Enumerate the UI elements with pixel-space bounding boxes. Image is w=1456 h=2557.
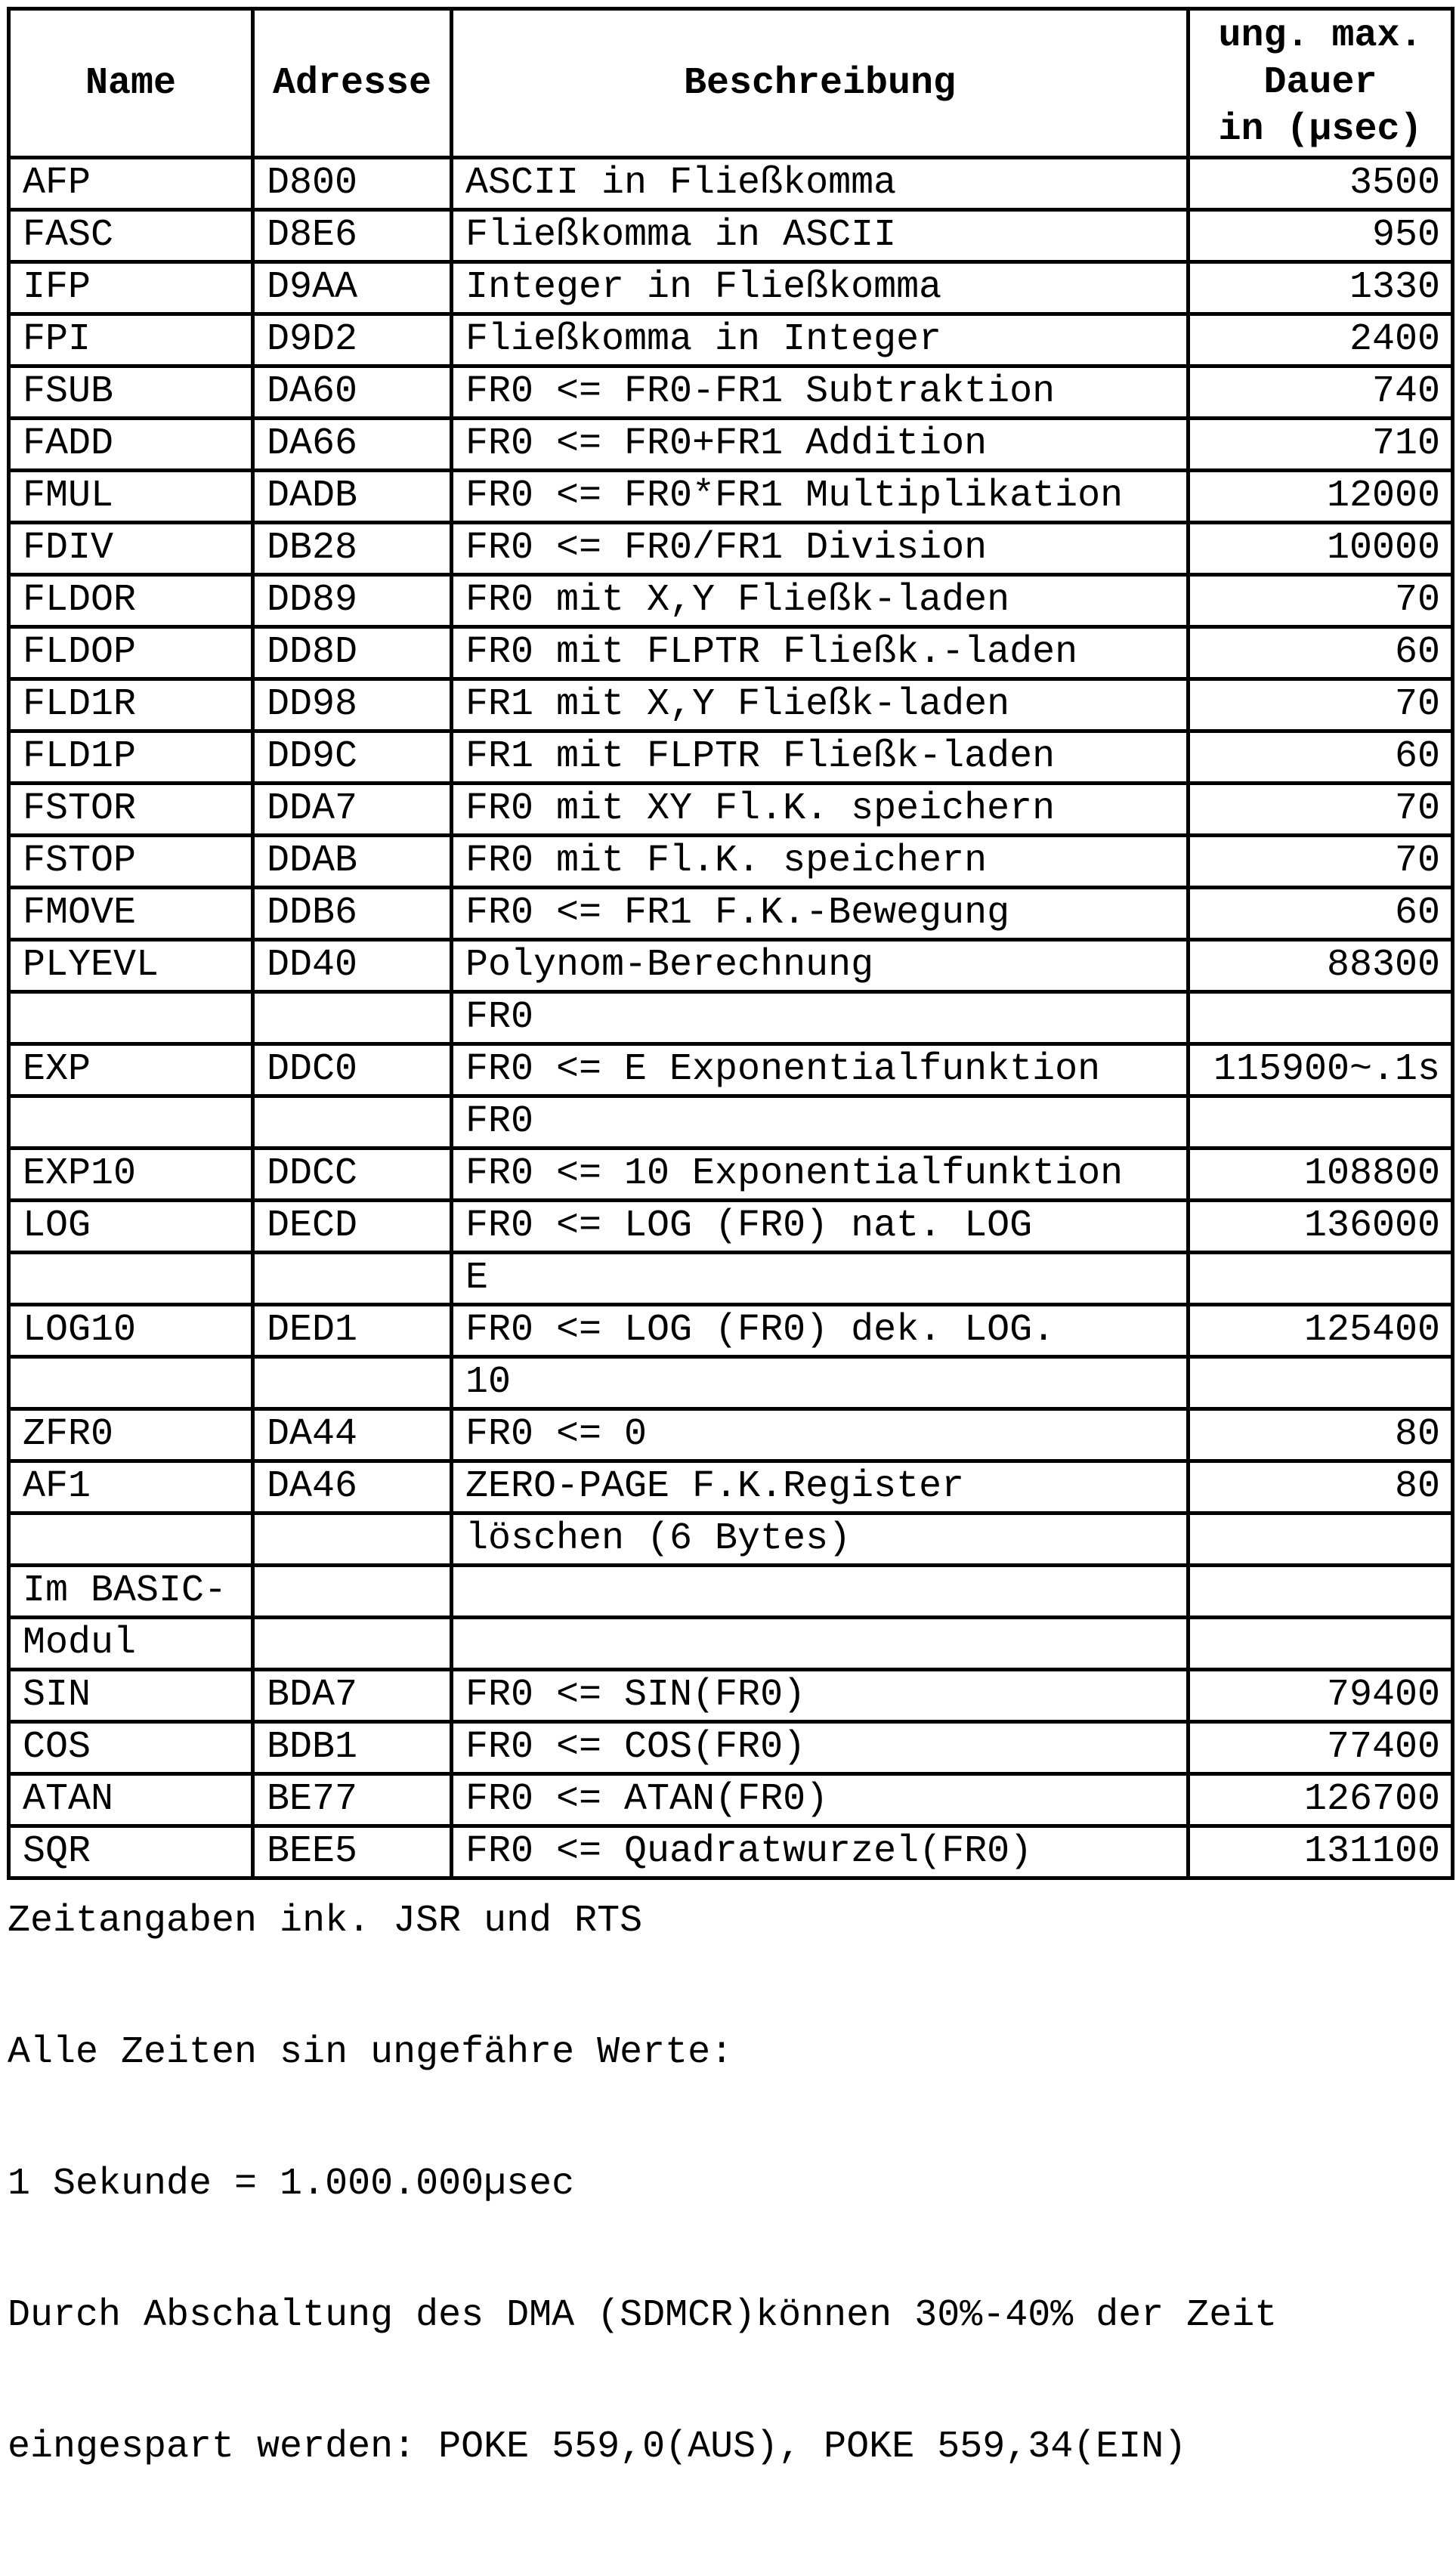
table-row xyxy=(9,1722,1453,1774)
cell-name: EXP10 xyxy=(9,1149,253,1201)
cell-adresse: DA44 xyxy=(253,1409,452,1461)
cell-adresse: BDB1 xyxy=(253,1722,452,1774)
footer-line: Zeitangaben ink. JSR und RTS xyxy=(8,1900,643,1943)
cell-beschreibung: Polynom-Berechnung xyxy=(452,940,1189,992)
cell-name: ZFR0 xyxy=(9,1409,253,1461)
cell-dauer: 79400 xyxy=(1189,1670,1453,1722)
cell-dauer: 710 xyxy=(1189,419,1453,471)
cell-dauer: 950 xyxy=(1189,210,1453,262)
table-row xyxy=(9,575,1453,627)
cell-name: IFP xyxy=(9,262,253,314)
cell-adresse: D8E6 xyxy=(253,210,452,262)
cell-name: FDIV xyxy=(9,523,253,575)
cell-dauer: 80 xyxy=(1189,1461,1453,1513)
cell-name xyxy=(9,992,253,1044)
cell-dauer: 12000 xyxy=(1189,471,1453,523)
cell-adresse: D800 xyxy=(253,158,452,210)
cell-dauer: 3500 xyxy=(1189,158,1453,210)
table-body xyxy=(9,158,1453,1878)
cell-dauer: 10000 xyxy=(1189,523,1453,575)
cell-adresse: DDC0 xyxy=(253,1044,452,1096)
cell-adresse: DECD xyxy=(253,1201,452,1253)
routine-table xyxy=(7,7,1454,1880)
cell-beschreibung: FR0 <= E Exponentialfunktion xyxy=(452,1044,1189,1096)
cell-beschreibung: FR0 <= COS(FR0) xyxy=(452,1722,1189,1774)
cell-dauer xyxy=(1189,1618,1453,1670)
cell-adresse: BEE5 xyxy=(253,1826,452,1878)
cell-beschreibung: FR0 mit Fl.K. speichern xyxy=(452,836,1189,888)
table-row xyxy=(9,158,1453,210)
cell-dauer xyxy=(1189,992,1453,1044)
table-header-row xyxy=(9,9,1453,158)
table-row xyxy=(9,1201,1453,1253)
cell-beschreibung: Integer in Fließkomma xyxy=(452,262,1189,314)
cell-name: FSUB xyxy=(9,366,253,419)
cell-dauer xyxy=(1189,1513,1453,1566)
cell-adresse xyxy=(253,1566,452,1618)
cell-dauer: 70 xyxy=(1189,784,1453,836)
cell-dauer: 2400 xyxy=(1189,314,1453,366)
cell-beschreibung: FR0 <= Quadratwurzel(FR0) xyxy=(452,1826,1189,1878)
cell-beschreibung: FR0 mit FLPTR Fließk.-laden xyxy=(452,627,1189,679)
cell-dauer: 77400 xyxy=(1189,1722,1453,1774)
cell-adresse: DDA7 xyxy=(253,784,452,836)
table-row xyxy=(9,731,1453,784)
cell-adresse: DD8D xyxy=(253,627,452,679)
cell-beschreibung: FR0 <= LOG (FR0) nat. LOG xyxy=(452,1201,1189,1253)
table-row xyxy=(9,940,1453,992)
cell-name: LOG xyxy=(9,1201,253,1253)
cell-name: FADD xyxy=(9,419,253,471)
footer-line: Durch Abschaltung des DMA (SDMCR)können 30%-40% der Zeit xyxy=(8,2294,1278,2337)
cell-name: AF1 xyxy=(9,1461,253,1513)
cell-beschreibung: FR0 <= FR0/FR1 Division xyxy=(452,523,1189,575)
cell-beschreibung: FR0 mit XY Fl.K. speichern xyxy=(452,784,1189,836)
footer-notes xyxy=(8,1812,1277,2557)
header-dauer xyxy=(1189,9,1453,158)
table-row xyxy=(9,1253,1453,1305)
table-row xyxy=(9,888,1453,940)
cell-dauer xyxy=(1189,1357,1453,1409)
table-row xyxy=(9,1044,1453,1096)
table-row xyxy=(9,1409,1453,1461)
cell-adresse: DD40 xyxy=(253,940,452,992)
table-row xyxy=(9,366,1453,419)
cell-beschreibung: ASCII in Fließkomma xyxy=(452,158,1189,210)
cell-beschreibung xyxy=(452,1618,1189,1670)
header-name: Name xyxy=(9,9,253,158)
cell-beschreibung: FR0 <= FR1 F.K.-Bewegung xyxy=(452,888,1189,940)
cell-name: COS xyxy=(9,1722,253,1774)
cell-name: FSTOR xyxy=(9,784,253,836)
table-row xyxy=(9,992,1453,1044)
cell-beschreibung: Fließkomma in Integer xyxy=(452,314,1189,366)
cell-dauer: 125400 xyxy=(1189,1305,1453,1357)
footer-line: eingespart werden: POKE 559,0(AUS), POKE 559,34(EIN) xyxy=(8,2426,1187,2469)
cell-name: FSTOP xyxy=(9,836,253,888)
header-dauer-line1: ung. max. xyxy=(1218,14,1423,57)
table-row xyxy=(9,314,1453,366)
cell-dauer: 80 xyxy=(1189,1409,1453,1461)
table-row xyxy=(9,1149,1453,1201)
footer-line: 1 Sekunde = 1.000.000µsec xyxy=(8,2163,575,2206)
cell-name: FLD1P xyxy=(9,731,253,784)
cell-adresse: BDA7 xyxy=(253,1670,452,1722)
cell-name: FMUL xyxy=(9,471,253,523)
cell-beschreibung: FR0 mit X,Y Fließk-laden xyxy=(452,575,1189,627)
cell-name: FPI xyxy=(9,314,253,366)
cell-beschreibung: FR0 <= SIN(FR0) xyxy=(452,1670,1189,1722)
cell-beschreibung: FR0 <= LOG (FR0) dek. LOG. xyxy=(452,1305,1189,1357)
header-beschreibung: Beschreibung xyxy=(452,9,1189,158)
cell-adresse xyxy=(253,1618,452,1670)
cell-name: LOG10 xyxy=(9,1305,253,1357)
cell-name xyxy=(9,1253,253,1305)
cell-adresse: BE77 xyxy=(253,1774,452,1826)
cell-adresse: DD89 xyxy=(253,575,452,627)
cell-dauer: 70 xyxy=(1189,575,1453,627)
cell-adresse: DD98 xyxy=(253,679,452,731)
table-row xyxy=(9,1357,1453,1409)
cell-dauer: 60 xyxy=(1189,888,1453,940)
cell-beschreibung: FR1 mit FLPTR Fließk-laden xyxy=(452,731,1189,784)
cell-beschreibung: löschen (6 Bytes) xyxy=(452,1513,1189,1566)
header-dauer-line2: Dauer xyxy=(1263,61,1377,104)
cell-beschreibung: FR0 xyxy=(452,1096,1189,1149)
cell-name: Im BASIC- xyxy=(9,1566,253,1618)
table-row xyxy=(9,784,1453,836)
cell-name: FLDOP xyxy=(9,627,253,679)
cell-adresse: DDB6 xyxy=(253,888,452,940)
footer-line: Alle Zeiten sin ungefähre Werte: xyxy=(8,2031,734,2074)
cell-name xyxy=(9,1096,253,1149)
cell-dauer: 70 xyxy=(1189,836,1453,888)
cell-dauer: 1330 xyxy=(1189,262,1453,314)
table-row xyxy=(9,627,1453,679)
cell-dauer: 88300 xyxy=(1189,940,1453,992)
cell-adresse: DA46 xyxy=(253,1461,452,1513)
cell-name: FLD1R xyxy=(9,679,253,731)
header-dauer-line3: in (µsec) xyxy=(1218,108,1423,151)
table-row xyxy=(9,1566,1453,1618)
cell-dauer: 131100 xyxy=(1189,1826,1453,1878)
cell-dauer: 740 xyxy=(1189,366,1453,419)
cell-adresse: D9D2 xyxy=(253,314,452,366)
cell-name: FASC xyxy=(9,210,253,262)
table-row xyxy=(9,1461,1453,1513)
table-row xyxy=(9,679,1453,731)
table-row xyxy=(9,523,1453,575)
table-row xyxy=(9,471,1453,523)
cell-name: EXP xyxy=(9,1044,253,1096)
table-row xyxy=(9,1618,1453,1670)
cell-dauer: 70 xyxy=(1189,679,1453,731)
table-row xyxy=(9,1096,1453,1149)
cell-dauer xyxy=(1189,1096,1453,1149)
cell-adresse: D9AA xyxy=(253,262,452,314)
cell-adresse: DD9C xyxy=(253,731,452,784)
cell-name: FLDOR xyxy=(9,575,253,627)
cell-beschreibung: FR0 <= 10 Exponentialfunktion xyxy=(452,1149,1189,1201)
cell-beschreibung: FR0 <= FR0-FR1 Subtraktion xyxy=(452,366,1189,419)
cell-name: ATAN xyxy=(9,1774,253,1826)
cell-adresse: DED1 xyxy=(253,1305,452,1357)
cell-beschreibung: Fließkomma in ASCII xyxy=(452,210,1189,262)
cell-dauer xyxy=(1189,1253,1453,1305)
cell-dauer xyxy=(1189,1566,1453,1618)
cell-beschreibung: FR0 xyxy=(452,992,1189,1044)
cell-name: Modul xyxy=(9,1618,253,1670)
cell-name xyxy=(9,1357,253,1409)
table-row xyxy=(9,210,1453,262)
cell-beschreibung: FR0 <= 0 xyxy=(452,1409,1189,1461)
cell-beschreibung: 10 xyxy=(452,1357,1189,1409)
cell-adresse xyxy=(253,992,452,1044)
cell-name: FMOVE xyxy=(9,888,253,940)
cell-adresse xyxy=(253,1513,452,1566)
cell-dauer: 60 xyxy=(1189,731,1453,784)
cell-adresse: DA66 xyxy=(253,419,452,471)
cell-dauer: 136000 xyxy=(1189,1201,1453,1253)
cell-dauer: 108800 xyxy=(1189,1149,1453,1201)
cell-beschreibung: FR1 mit X,Y Fließk-laden xyxy=(452,679,1189,731)
cell-adresse xyxy=(253,1253,452,1305)
cell-dauer: 115900~.1s xyxy=(1189,1044,1453,1096)
cell-adresse xyxy=(253,1357,452,1409)
cell-adresse: DDCC xyxy=(253,1149,452,1201)
cell-name: SIN xyxy=(9,1670,253,1722)
cell-adresse: DADB xyxy=(253,471,452,523)
cell-name: AFP xyxy=(9,158,253,210)
table-row xyxy=(9,1305,1453,1357)
cell-dauer: 60 xyxy=(1189,627,1453,679)
table-row xyxy=(9,836,1453,888)
cell-adresse xyxy=(253,1096,452,1149)
cell-name xyxy=(9,1513,253,1566)
table-row xyxy=(9,262,1453,314)
cell-adresse: DDAB xyxy=(253,836,452,888)
table-row xyxy=(9,1513,1453,1566)
cell-name: PLYEVL xyxy=(9,940,253,992)
cell-adresse: DA60 xyxy=(253,366,452,419)
cell-beschreibung: FR0 <= FR0+FR1 Addition xyxy=(452,419,1189,471)
table-row xyxy=(9,1670,1453,1722)
table-row xyxy=(9,419,1453,471)
cell-dauer: 126700 xyxy=(1189,1774,1453,1826)
cell-adresse: DB28 xyxy=(253,523,452,575)
cell-beschreibung xyxy=(452,1566,1189,1618)
cell-beschreibung: FR0 <= FR0*FR1 Multiplikation xyxy=(452,471,1189,523)
cell-beschreibung: E xyxy=(452,1253,1189,1305)
cell-name: SQR xyxy=(9,1826,253,1878)
cell-beschreibung: FR0 <= ATAN(FR0) xyxy=(452,1774,1189,1826)
cell-beschreibung: ZERO-PAGE F.K.Register xyxy=(452,1461,1189,1513)
header-adresse: Adresse xyxy=(253,9,452,158)
